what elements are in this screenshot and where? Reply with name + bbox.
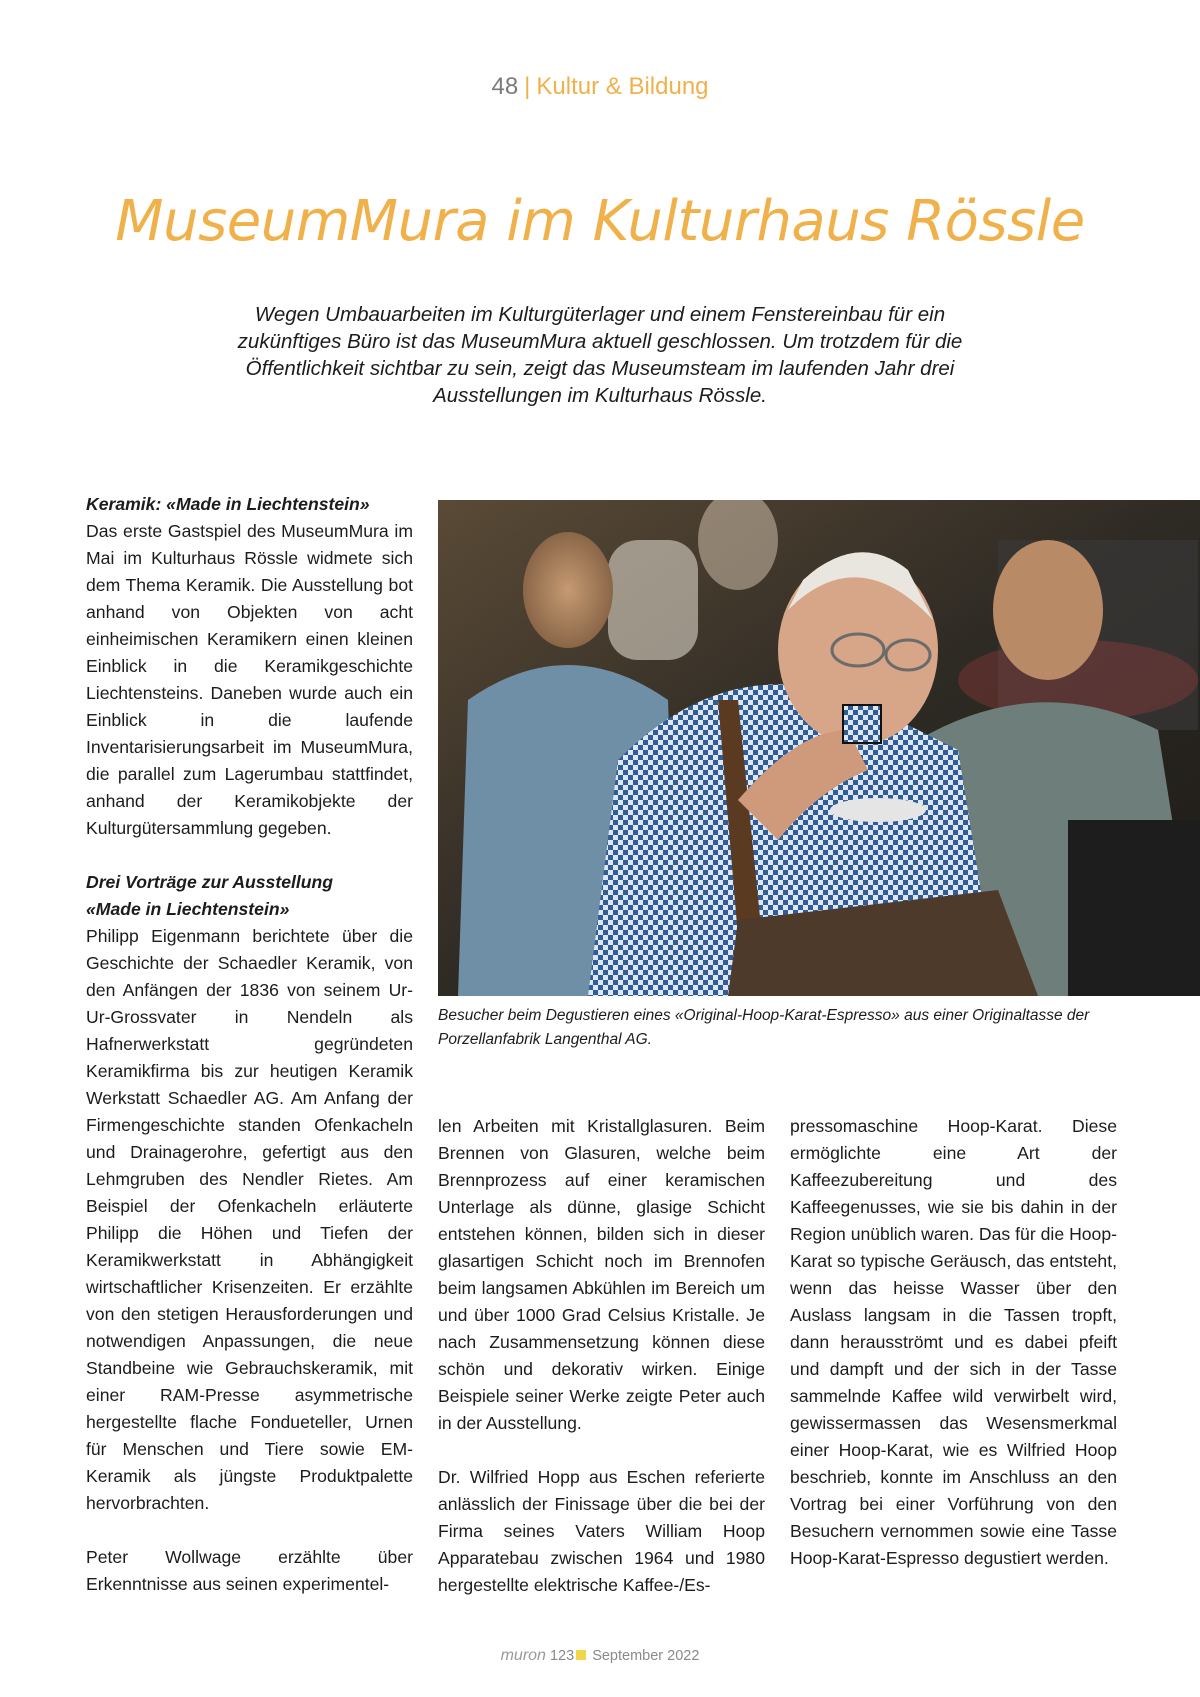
section2-para-hopp-end: pressomaschine Hoop-Karat. Diese ermöglichte eine Art der Kaffeezubereitung und des Kaffeegenusses, wie sie bis dahin in der Region unüblich waren. Das für die Hoop-Karat so typische Geräusch, das entsteht, wenn das heisse Wasser über den Auslass langsam in die Tassen tropft, dann herausströmt und es dabei pfeift und dampft und der sich in der Tasse sammelnde Kaffee wild verwirbelt wird, gewissermassen das Wesensmerkmal einer Hoop-Karat, wie es Wilfried Hoop beschrieb, konnte im Anschluss an den Vortrag bei einer Vorführung von den Besuchern vernommen sowie eine Tasse Hoop-Karat-Espresso degustiert werden. — [790, 1116, 1117, 1568]
running-header — [0, 72, 1200, 102]
photo-caption: Besucher beim Degustieren eines «Original-Hoop-Karat-Espresso» aus einer Originaltasse der Porzellanfabrik Langenthal AG. — [438, 1007, 1090, 1048]
text-column-3 — [790, 1113, 1117, 1572]
article-photo — [438, 500, 1200, 996]
footer-square-icon — [576, 1650, 586, 1660]
section2-para-wollwage-end: len Arbeiten mit Kristallglasuren. Beim Brennen von Glasuren, welche beim Brennprozess auf einer keramischen Unterlage als dünne, glasige Schicht entstehen können, bilden sich in dieser glasartigen Schicht noch im Brennofen beim langsamen Abkühlen im Bereich um und über 1000 Grad Celsius Kristalle. Je nach Zusammensetzung können diese schön und dekorativ wirken. Einige Beispiele seiner Werke zeigte Peter auch in der Ausstellung. — [438, 1116, 765, 1433]
section2-para-hopp-start: Dr. Wilfried Hopp aus Eschen referierte anlässlich der Finissage über die bei der Firma seines Vaters William Hoop Apparatebau zwischen 1964 und 1980 hergestellte elektrische Kaffee-/Es- — [438, 1467, 765, 1595]
section1-text: Das erste Gastspiel des MuseumMura im Mai im Kulturhaus Rössle widmete sich dem Thema Keramik. Die Ausstellung bot anhand von Objekten von acht einheimischen Keramikern einen kleinen Einblick in die Keramikgeschichte Liechtensteins. Daneben wurde auch ein Einblick in die laufende Inventarisierungsarbeit im MuseumMura, die parallel zum Lagerumbau stattfindet, anhand der Keramikobjekte der Kulturgütersammlung gegeben. — [86, 521, 413, 838]
section2-para-eigenmann: Philipp Eigenmann berichtete über die Geschichte der Schaedler Keramik, von den Anfängen der 1836 von seinem Ur-Ur-Grossvater in Nendeln als Hafnerwerkstatt gegründeten Keramikfirma bis zur heutigen Keramik Werkstatt Schaedler AG. Am Anfang der Firmengeschichte standen Ofenkacheln und Drainagerohre, gefertigt aus den Lehmgruben des Nendler Rietes. Am Beispiel der Ofenkacheln erläuterte Philipp die Höhen und Tiefen der Keramikwerkstatt in Abhängigkeit wirtschaftlicher Krisenzeiten. Er erzählte von den stetigen Herausforderungen und notwendigen Anpassungen, die neue Standbeine wie Gebrauchskeramik, mit einer RAM-Presse asymmetrische hergestellte flache Fondueteller, Urnen für Menschen und Tiere sowie EM-Keramik als jüngste Produktpalette hervorbrachten. — [86, 926, 413, 1513]
magazine-name: muron — [500, 1647, 546, 1664]
page-footer — [0, 1646, 1200, 1666]
page-number: 48 — [491, 73, 519, 100]
issue-date: September 2022 — [592, 1648, 700, 1664]
section2-heading-line1: Drei Vorträge zur Ausstellung — [86, 872, 334, 892]
photo-coffee-tasting-illustration — [438, 500, 1200, 996]
text-column-2 — [438, 1113, 765, 1599]
section2-heading-line2: «Made in Liechtenstein» — [86, 899, 290, 919]
section2-para-wollwage-start: Peter Wollwage erzählte über Erkenntnisse aus seinen experimentel- — [86, 1547, 413, 1594]
issue-number: 123 — [549, 1648, 575, 1664]
header-separator: | — [524, 73, 531, 100]
article-title: MuseumMura im Kulturhaus Rössle — [115, 189, 1085, 254]
article-lead: Wegen Umbauarbeiten im Kulturgüterlager und einem Fenstereinbau für ein zukünftiges Büro ist das MuseumMura aktuell geschlossen. Um trotzdem für die Öffentlichkeit sichtbar zu sein, zeigt das Museumsteam im laufenden Jahr drei Ausstellungen im Kulturhaus Rössle. — [237, 303, 963, 407]
text-column-1 — [86, 491, 413, 1598]
section1-heading: Keramik: «Made in Liechtenstein» — [86, 494, 370, 514]
section-name: Kultur & Bildung — [536, 73, 709, 100]
